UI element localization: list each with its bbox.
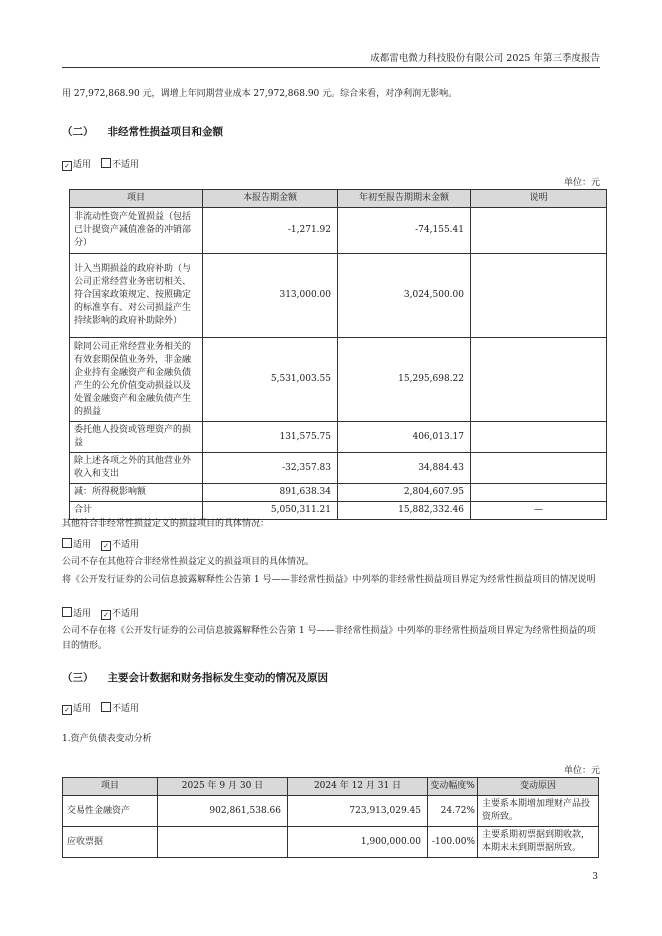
header-reason: 变动原因 — [478, 778, 599, 796]
row-reason: 主要系本期增加理财产品投资所致。 — [478, 796, 599, 827]
row-item: 减：所得税影响额 — [70, 484, 203, 502]
table-row — [70, 254, 607, 338]
row-item: 应收票据 — [63, 827, 158, 858]
row-ytd: 3,024,500.00 — [338, 254, 471, 338]
header-current: 本报告期金额 — [203, 190, 338, 208]
header-sep30: 2025 年 9 月 30 日 — [158, 778, 288, 796]
row-ytd: 406,013.17 — [338, 422, 471, 453]
unchecked-box-icon[interactable] — [62, 607, 72, 617]
section2-title — [62, 124, 223, 139]
checked-box-icon[interactable]: ✓ — [101, 541, 111, 551]
table-row — [70, 338, 607, 422]
applicable-label: 适用 — [73, 540, 92, 550]
section2-heading: 非经常性损益项目和金额 — [107, 126, 223, 138]
row-ytd: 15,295,698.22 — [338, 338, 471, 422]
page-header: 成都雷电微力科技股份有限公司 2025 年第三季度报告 — [62, 50, 600, 68]
unchecked-box-icon[interactable] — [101, 158, 111, 168]
row-item: 合计 — [70, 502, 203, 520]
explain-text: 公司不存在将《公开发行证券的公司信息披露解释性公告第 1 号——非经常性损益》中列举的非经常性损益项目界定为经常性损益的项目的情形。 — [62, 626, 596, 651]
row-item: 除同公司正常经营业务相关的有效套期保值业务外，非金融企业持有金融资产和金融负债产生的公允价值变动损益以及处置金融资产和金融负债产生的损益 — [70, 338, 203, 422]
table-row — [63, 827, 599, 858]
row-change-pct: 24.72% — [428, 796, 478, 827]
row-note — [471, 484, 607, 502]
row-current: 313,000.00 — [203, 254, 338, 338]
page-number: 3 — [592, 872, 598, 882]
row-current: -32,357.83 — [203, 453, 338, 484]
section2-unit: 单位：元 — [563, 178, 600, 188]
row-note: — — [471, 502, 607, 520]
row-sep30: 902,861,538.66 — [158, 796, 288, 827]
section3-title — [62, 670, 328, 685]
table-row — [70, 208, 607, 254]
checked-box-icon[interactable]: ✓ — [62, 161, 72, 171]
unchecked-box-icon[interactable] — [62, 538, 72, 548]
checked-box-icon[interactable]: ✓ — [101, 610, 111, 620]
table-header-row — [70, 190, 607, 208]
row-item: 交易性金融资产 — [63, 796, 158, 827]
checked-box-icon[interactable]: ✓ — [62, 705, 72, 715]
not-applicable-label: 不适用 — [112, 540, 140, 550]
row-current: 5,050,311.21 — [203, 502, 338, 520]
other-items-applicable-row — [62, 537, 139, 550]
row-current: 891,638.34 — [203, 484, 338, 502]
row-item: 计入当期损益的政府补助（与公司正常经营业务密切相关、符合国家政策规定、按照确定的标准享有、对公司损益产生持续影响的政府补助除外） — [70, 254, 203, 338]
non-recurring-table — [69, 189, 607, 520]
row-dec31: 723,913,029.45 — [288, 796, 428, 827]
row-ytd: 34,884.43 — [338, 453, 471, 484]
table-row — [70, 453, 607, 484]
row-sep30 — [158, 827, 288, 858]
header-dec31: 2024 年 12 月 31 日 — [288, 778, 428, 796]
not-applicable-label: 不适用 — [112, 160, 140, 170]
header-item: 项目 — [63, 778, 158, 796]
not-applicable-label: 不适用 — [112, 704, 140, 714]
section3-subtitle: 1.资产负债表变动分析 — [62, 734, 152, 744]
balance-sheet-change-table — [62, 777, 599, 858]
other-items-text: 公司不存在其他符合非经常性损益定义的损益项目的具体情况。 — [62, 557, 315, 567]
section2-applicable-row — [62, 157, 139, 170]
header-ytd: 年初至报告期期末金额 — [338, 190, 471, 208]
section3-heading: 主要会计数据和财务指标发生变动的情况及原因 — [107, 672, 328, 684]
table-row — [70, 422, 607, 453]
header-item: 项目 — [70, 190, 203, 208]
section3-applicable-row — [62, 701, 139, 714]
row-ytd: 15,882,332.46 — [338, 502, 471, 520]
row-reason: 主要系期初票据到期收款，本期末未到期票据所致。 — [478, 827, 599, 858]
row-note — [471, 453, 607, 484]
applicable-label: 适用 — [73, 609, 92, 619]
intro-paragraph: 用 27,972,868.90 元，调增上年同期营业成本 27,972,868.90 元。综合来看，对净利润无影响。 — [62, 89, 458, 99]
explain-label: 将《公开发行证券的公司信息披露解释性公告第 1 号——非经常性损益》中列举的非经常性损益项目界定为经常性损益项目的情况说明 — [62, 575, 596, 585]
table-row — [63, 796, 599, 827]
unchecked-box-icon[interactable] — [101, 702, 111, 712]
applicable-label: 适用 — [73, 704, 92, 714]
row-ytd: 2,804,607.95 — [338, 484, 471, 502]
row-change-pct: -100.00% — [428, 827, 478, 858]
row-note — [471, 422, 607, 453]
row-item: 委托他人投资或管理资产的损益 — [70, 422, 203, 453]
row-ytd: -74,155.41 — [338, 208, 471, 254]
table-row — [70, 484, 607, 502]
row-current: -1,271.92 — [203, 208, 338, 254]
row-current: 131,575.75 — [203, 422, 338, 453]
row-item: 除上述各项之外的其他营业外收入和支出 — [70, 453, 203, 484]
section2-number: （二） — [62, 126, 94, 138]
other-items-label: 其他符合非经常性损益定义的损益项目的具体情况： — [62, 519, 270, 529]
row-item: 非流动性资产处置损益（包括已计提资产减值准备的冲销部分） — [70, 208, 203, 254]
row-dec31: 1,900,000.00 — [288, 827, 428, 858]
row-note — [471, 208, 607, 254]
header-change-pct: 变动幅度% — [428, 778, 478, 796]
row-note — [471, 254, 607, 338]
not-applicable-label: 不适用 — [112, 609, 140, 619]
section3-unit: 单位：元 — [563, 766, 600, 776]
section3-number: （三） — [62, 672, 94, 684]
row-current: 5,531,003.55 — [203, 338, 338, 422]
explain-applicable-row — [62, 606, 139, 619]
row-note — [471, 338, 607, 422]
applicable-label: 适用 — [73, 160, 92, 170]
table-header-row — [63, 778, 599, 796]
header-note: 说明 — [471, 190, 607, 208]
